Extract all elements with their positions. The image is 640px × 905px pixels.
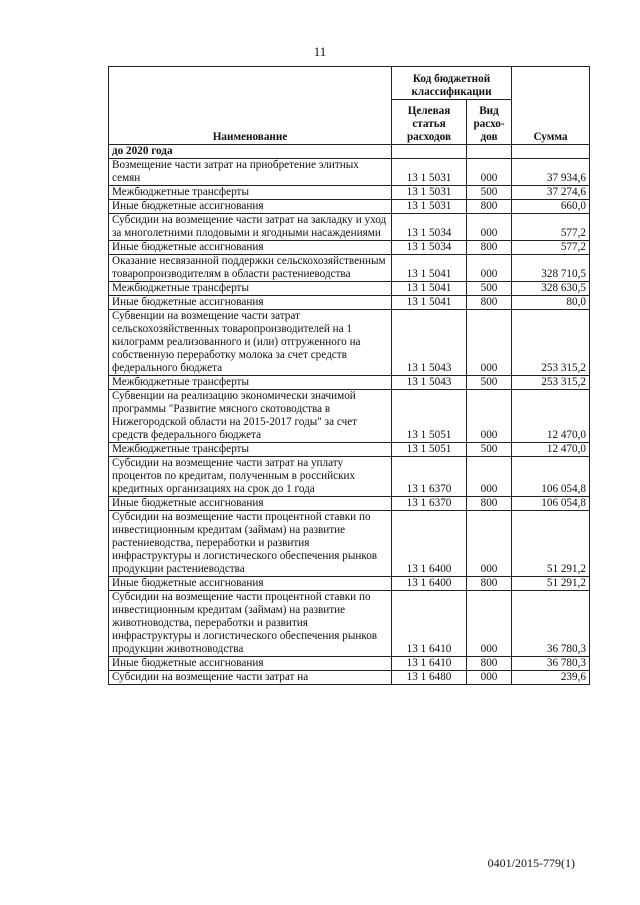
row-code: 13 1 5031 [392,200,467,214]
page-number: 11 [313,44,327,59]
row-expense-type: 500 [467,282,512,296]
row-amount: 51 291,2 [512,511,590,577]
row-name: Межбюджетные трансферты [109,282,392,296]
row-code: 13 1 5051 [392,390,467,443]
table-row [109,214,590,241]
row-expense-type: 000 [467,310,512,376]
row-amount: 51 291,2 [512,577,590,591]
row-name: Субсидии на возмещение части процентной ставки по инвестиционным кредитам (займам) на развитие животноводства, переработки и развития инфраструктуры и логистического обеспечения рынков продукции животноводства [109,591,392,657]
row-code: 13 1 6400 [392,577,467,591]
section-title: до 2020 года [109,145,392,159]
row-name: Иные бюджетные ассигнования [109,296,392,310]
row-amount: 253 315,2 [512,376,590,390]
row-code: 13 1 5034 [392,241,467,255]
row-expense-type: 800 [467,241,512,255]
table-row [109,310,590,376]
row-code: 13 1 6410 [392,657,467,671]
row-name: Иные бюджетные ассигнования [109,241,392,255]
row-code: 13 1 6370 [392,497,467,511]
row-amount: 80,0 [512,296,590,310]
row-amount: 12 470,0 [512,443,590,457]
row-name: Субсидии на возмещение части затрат на [109,671,392,685]
table-row [109,200,590,214]
row-name: Субвенции на реализацию экономически значимой программы "Развитие мясного скотоводства в Нижегородской области на 2015-2017 годы" за счет средств федерального бюджета [109,390,392,443]
table-row [109,671,590,685]
row-name: Межбюджетные трансферты [109,443,392,457]
row-code: 13 1 6480 [392,671,467,685]
table-row [109,186,590,200]
row-expense-type: 800 [467,296,512,310]
row-name: Субсидии на возмещение части затрат на закладку и уход за многолетними плодовыми и ягодными насаждениями [109,214,392,241]
table-row [109,376,590,390]
row-code: 13 1 5043 [392,376,467,390]
row-name: Возмещение части затрат на приобретение элитных семян [109,159,392,186]
document-code: 0401/2015-779(1) [487,856,575,870]
row-amount: 36 780,3 [512,591,590,657]
row-amount: 239,6 [512,671,590,685]
row-code: 13 1 6410 [392,591,467,657]
row-amount: 577,2 [512,241,590,255]
table-row [109,255,590,282]
row-name: Иные бюджетные ассигнования [109,497,392,511]
row-code: 13 1 5041 [392,255,467,282]
row-expense-type: 800 [467,200,512,214]
budget-table [108,66,590,685]
header-name: Наименование [109,67,392,145]
table-row [109,657,590,671]
row-expense-type: 500 [467,443,512,457]
table-body [109,145,590,685]
row-expense-type: 000 [467,671,512,685]
row-expense-type: 500 [467,376,512,390]
row-name: Иные бюджетные ассигнования [109,657,392,671]
row-amount: 12 470,0 [512,390,590,443]
row-code: 13 1 5043 [392,310,467,376]
table-row [109,457,590,497]
row-amount: 328 630,5 [512,282,590,296]
row-amount: 36 780,3 [512,657,590,671]
row-expense-type: 800 [467,497,512,511]
row-expense-type: 000 [467,591,512,657]
row-code: 13 1 5051 [392,443,467,457]
row-name: Субсидии на возмещение части процентной ставки по инвестиционным кредитам (займам) на развитие растениеводства, переработки и развития инфраструктуры и логистического обеспечения рынков продукции растениеводства [109,511,392,577]
row-name: Субвенции на возмещение части затрат сельскохозяйственных товаропроизводителей на 1 килограмм реализованного и (или) отгруженного на собственную переработку молока за счет средств федерального бюджета [109,310,392,376]
row-code: 13 1 5031 [392,186,467,200]
row-amount: 253 315,2 [512,310,590,376]
table-header [109,67,590,145]
row-code: 13 1 6400 [392,511,467,577]
table-row [109,577,590,591]
table-row [109,591,590,657]
header-code-group: Код бюджетной классификации [392,67,512,100]
table-row [109,241,590,255]
row-expense-type: 000 [467,159,512,186]
row-name: Иные бюджетные ассигнования [109,577,392,591]
row-code: 13 1 5034 [392,214,467,241]
row-amount: 37 274,6 [512,186,590,200]
table-row [109,282,590,296]
row-name: Оказание несвязанной поддержки сельскохозяйственным товаропроизводителям в области растениеводства [109,255,392,282]
row-expense-type: 000 [467,255,512,282]
row-name: Субсидии на возмещение части затрат на уплату процентов по кредитам, полученным в российских кредитных организациях на срок до 1 года [109,457,392,497]
row-code: 13 1 5041 [392,282,467,296]
row-expense-type: 000 [467,214,512,241]
row-amount: 106 054,8 [512,457,590,497]
row-expense-type: 000 [467,457,512,497]
table-row [109,443,590,457]
row-amount: 106 054,8 [512,497,590,511]
row-amount: 577,2 [512,214,590,241]
row-name: Иные бюджетные ассигнования [109,200,392,214]
table-row [109,390,590,443]
row-amount: 328 710,5 [512,255,590,282]
row-amount: 660,0 [512,200,590,214]
row-name: Межбюджетные трансферты [109,186,392,200]
table-row [109,296,590,310]
table-row [109,511,590,577]
row-code: 13 1 5031 [392,159,467,186]
table-row [109,497,590,511]
row-expense-type: 800 [467,577,512,591]
header-target-article: Целевая статья расходов [392,100,467,145]
table-row [109,159,590,186]
row-expense-type: 800 [467,657,512,671]
row-amount: 37 934,6 [512,159,590,186]
row-expense-type: 000 [467,390,512,443]
header-expense-type: Вид расхо-дов [467,100,512,145]
row-code: 13 1 6370 [392,457,467,497]
section-row [109,145,590,159]
header-amount: Сумма [512,67,590,145]
row-expense-type: 000 [467,511,512,577]
row-expense-type: 500 [467,186,512,200]
row-code: 13 1 5041 [392,296,467,310]
row-name: Межбюджетные трансферты [109,376,392,390]
